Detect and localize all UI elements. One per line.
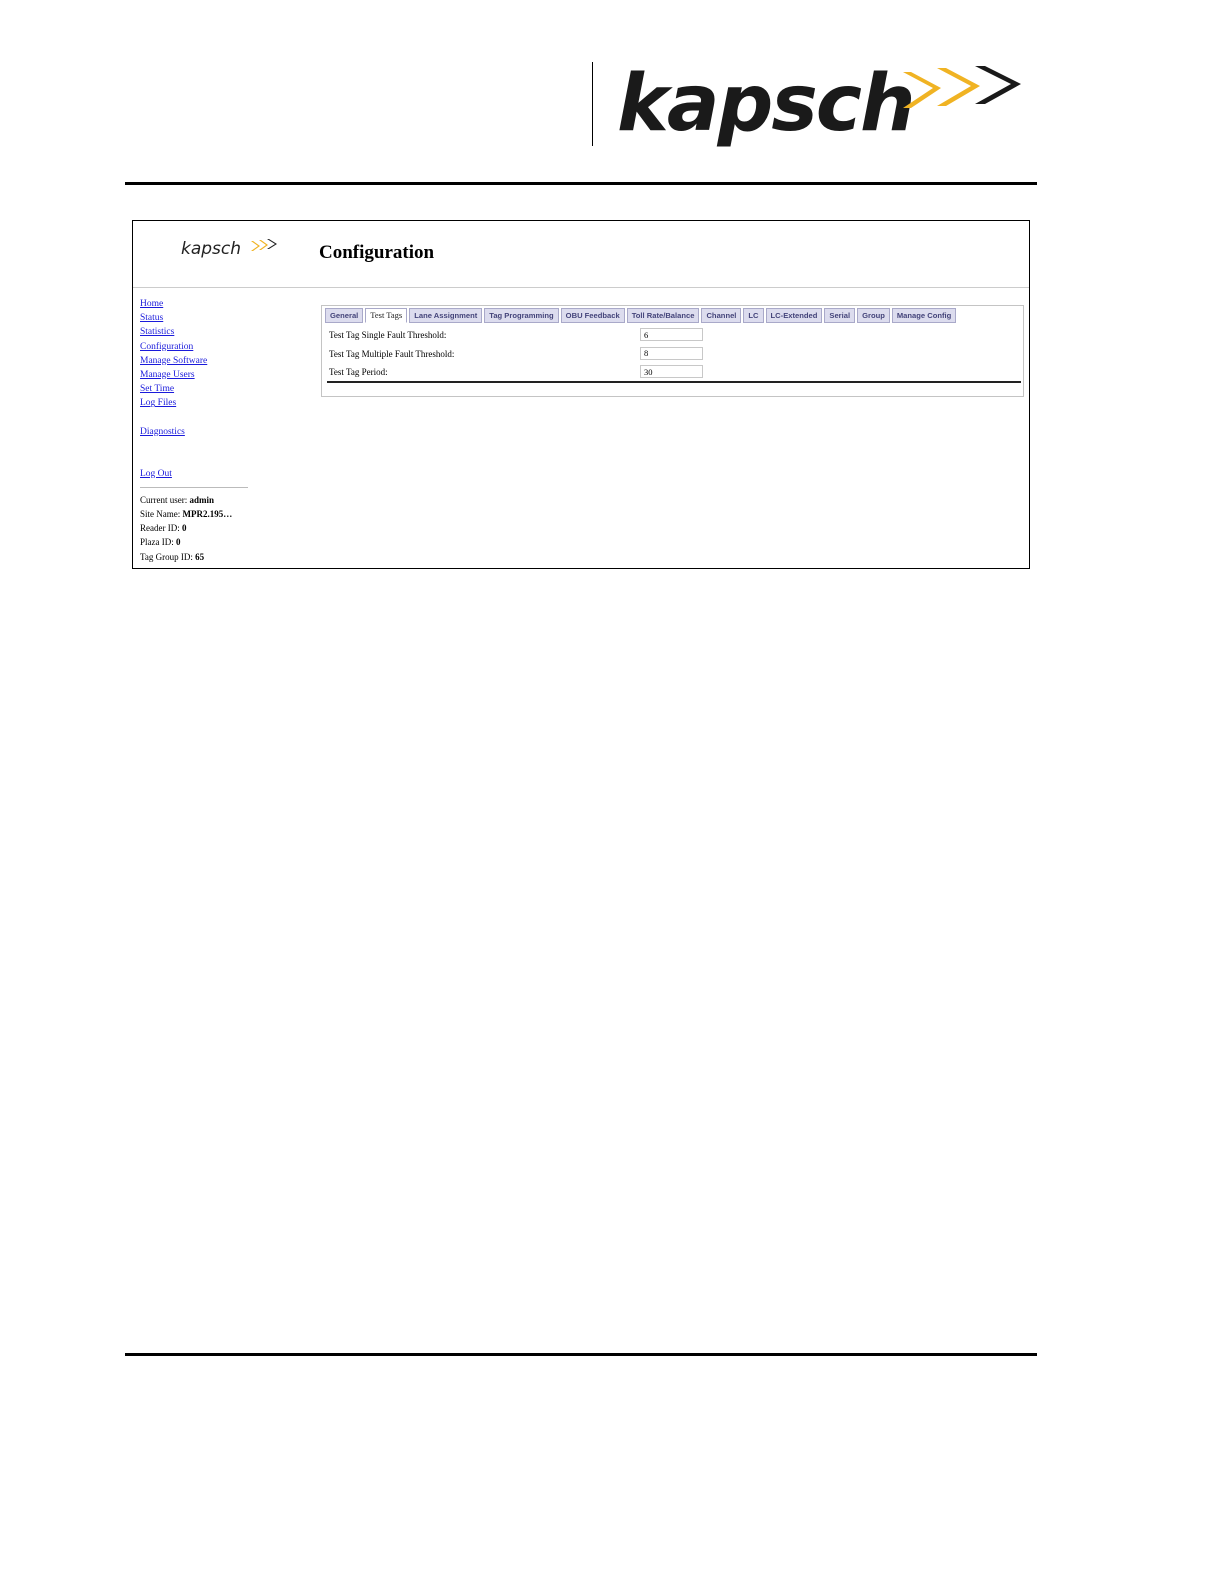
- reader-web-ui-screenshot: [132, 220, 1030, 569]
- sidebar-divider: [140, 487, 248, 488]
- tab-toll-rate-balance[interactable]: Toll Rate/Balance: [627, 308, 700, 323]
- kapsch-logo: [615, 62, 1025, 148]
- nav-link-set-time[interactable]: Set Time: [140, 384, 175, 395]
- multiple-fault-threshold-label: Test Tag Multiple Fault Threshold:: [329, 348, 455, 359]
- nav-link-statistics[interactable]: Statistics: [140, 327, 175, 338]
- sidebar: [140, 297, 255, 564]
- config-tabs: [325, 308, 956, 323]
- form-row: [329, 346, 1019, 365]
- svg-text:kapsch: kapsch: [181, 239, 242, 259]
- chevrons-icon: [251, 239, 277, 251]
- form-row: [329, 364, 1019, 383]
- nav-spacer: [140, 439, 255, 467]
- form-divider: [327, 381, 1021, 383]
- multiple-fault-threshold-input[interactable]: [640, 347, 703, 360]
- current-user-value: admin: [189, 494, 215, 505]
- nav-link-configuration[interactable]: Configuration: [140, 341, 194, 352]
- tag-group-id-label: Tag Group ID:: [140, 551, 193, 562]
- nav-spacer: [140, 411, 255, 425]
- site-name-info: [140, 507, 255, 521]
- site-name-value: MPR2.195…: [182, 509, 233, 520]
- single-fault-threshold-input[interactable]: [640, 328, 703, 341]
- test-tags-form: [329, 327, 1019, 383]
- tag-group-id-info: [140, 550, 255, 564]
- footer-rule: [125, 1353, 1037, 1356]
- page-title: Configuration: [319, 242, 435, 263]
- nav-link-status[interactable]: Status: [140, 313, 164, 324]
- tab-general[interactable]: General: [325, 308, 363, 323]
- reader-id-info: [140, 521, 255, 535]
- tag-group-id-value: 65: [195, 551, 205, 562]
- test-tag-period-label: Test Tag Period:: [329, 367, 388, 377]
- tab-lane-assignment[interactable]: Lane Assignment: [409, 308, 482, 323]
- app-header: [133, 221, 1029, 288]
- plaza-id-value: 0: [176, 537, 181, 548]
- chevrons-icon: [903, 66, 1021, 108]
- tab-serial[interactable]: Serial: [824, 308, 855, 323]
- tab-lc-extended[interactable]: LC-Extended: [766, 308, 823, 323]
- config-tab-panel: [321, 305, 1024, 397]
- nav-link-diagnostics[interactable]: Diagnostics: [140, 426, 185, 437]
- single-fault-threshold-label: Test Tag Single Fault Threshold:: [329, 330, 447, 340]
- tab-channel[interactable]: Channel: [701, 308, 741, 323]
- nav-link-manage-software[interactable]: Manage Software: [140, 355, 208, 366]
- tab-test-tags[interactable]: Test Tags: [365, 308, 407, 323]
- tab-manage-config[interactable]: Manage Config: [892, 308, 956, 323]
- tab-tag-programming[interactable]: Tag Programming: [484, 308, 558, 323]
- plaza-id-info: [140, 535, 255, 549]
- svg-text:kapsch: kapsch: [617, 62, 914, 148]
- header-rule: [125, 182, 1037, 185]
- tab-lc[interactable]: LC: [743, 308, 763, 323]
- header-divider: [592, 62, 593, 146]
- app-logo: [181, 235, 281, 261]
- reader-id-value: 0: [181, 523, 187, 534]
- plaza-id-label: Plaza ID:: [140, 537, 174, 548]
- form-row: [329, 327, 1019, 346]
- test-tag-period-input[interactable]: [640, 365, 703, 378]
- nav-link-home[interactable]: Home: [140, 299, 164, 309]
- reader-id-label: Reader ID:: [140, 523, 180, 534]
- current-user-info: [140, 493, 255, 507]
- tab-group[interactable]: Group: [857, 308, 890, 323]
- tab-obu-feedback[interactable]: OBU Feedback: [561, 308, 625, 323]
- current-user-label: Current user:: [140, 494, 188, 505]
- nav-link-log-files[interactable]: Log Files: [140, 398, 177, 409]
- logout-link[interactable]: Log Out: [140, 468, 172, 479]
- site-name-label: Site Name:: [140, 509, 181, 520]
- nav-link-manage-users[interactable]: Manage Users: [140, 369, 195, 380]
